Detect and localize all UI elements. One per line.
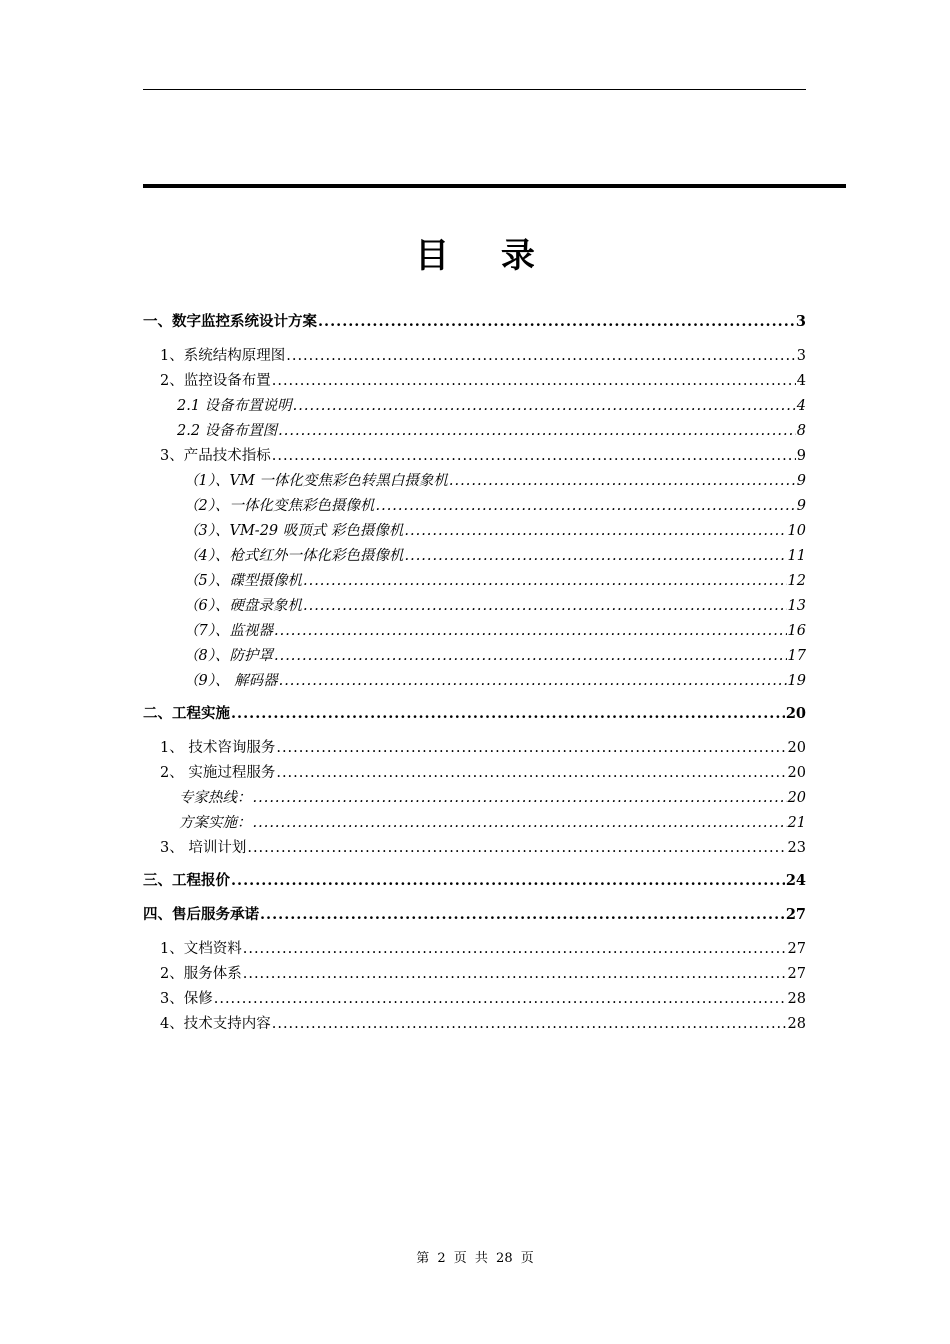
toc-entry-page: 20 [787,740,806,756]
toc-leader [276,765,786,781]
toc-leader [253,815,787,831]
toc-leader [449,473,796,489]
toc-entry-label: 2、服务体系 [160,966,242,982]
toc-entry-section-3[interactable] [143,869,806,895]
toc-entry[interactable] [143,1012,806,1037]
toc-entry-label: （8）、防护罩 [184,648,273,664]
toc-leader [274,623,787,639]
toc-leader [303,573,787,589]
toc-entry[interactable] [143,394,806,419]
toc-entry[interactable] [143,619,806,644]
toc-entry-page: 27 [787,966,806,982]
toc-entry-page: 20 [785,705,806,722]
toc-leader [404,523,786,539]
toc-entry[interactable] [143,444,806,469]
toc-entry-page: 16 [787,623,806,639]
toc-entry[interactable] [143,419,806,444]
toc-leader [253,790,787,806]
toc-entry[interactable] [143,987,806,1012]
page-footer: 第 2 页 共 28 页 [416,1251,534,1266]
toc-entry-label: 3、 培训计划 [160,840,247,856]
toc-leader [318,313,795,330]
toc-title: 目 录 [415,236,555,276]
toc-entry-page: 11 [787,548,806,564]
toc-entry-page: 23 [787,840,806,856]
toc-leader [243,966,787,982]
toc-entry[interactable] [143,544,806,569]
toc-entry-page: 27 [785,906,806,923]
toc-entry[interactable] [143,761,806,786]
toc-leader [286,348,796,364]
toc-entry-label: 2.1 设备布置说明 [177,398,292,414]
toc-entry-page: 13 [787,598,806,614]
table-of-contents [143,310,806,1037]
toc-entry-label: 专家热线： [179,790,252,806]
toc-leader [279,673,787,689]
toc-leader [260,906,785,923]
toc-leader [375,498,795,514]
toc-entry[interactable] [143,811,806,836]
toc-entry-label: 二、工程实施 [143,705,230,722]
toc-entry[interactable] [143,594,806,619]
toc-entry-page: 17 [787,648,806,664]
toc-entry-label: 方案实施： [179,815,252,831]
toc-entry-page: 10 [787,523,806,539]
toc-entry-label: 四、售后服务承诺 [143,906,259,923]
toc-entry-label: 2、监控设备布置 [160,373,271,389]
toc-leader [247,840,786,856]
toc-entry-page: 24 [785,872,806,889]
toc-entry-label: （4）、枪式红外一体化彩色摄像机 [184,548,404,564]
toc-leader [243,941,787,957]
toc-leader [274,648,787,664]
toc-entry[interactable] [143,836,806,861]
toc-entry[interactable] [143,736,806,761]
toc-leader [231,705,785,722]
toc-entry[interactable] [143,344,806,369]
toc-entry-label: 3、保修 [160,991,213,1007]
toc-entry-page: 4 [796,373,806,389]
toc-entry-page: 27 [787,941,806,957]
toc-entry-label: 三、工程报价 [143,872,230,889]
toc-leader [278,423,796,439]
toc-entry-page: 9 [796,473,806,489]
toc-entry-page: 12 [787,573,806,589]
toc-entry[interactable] [143,962,806,987]
toc-entry-page: 28 [787,1016,806,1032]
toc-entry-section-1[interactable] [143,310,806,336]
toc-entry-page: 28 [787,991,806,1007]
header-rule [143,89,806,90]
toc-leader [231,872,785,889]
toc-entry-page: 20 [787,765,806,781]
toc-entry-page: 19 [787,673,806,689]
toc-entry-label: 3、产品技术指标 [160,448,271,464]
toc-leader [272,448,796,464]
toc-entry-section-4[interactable] [143,903,806,929]
toc-entry-page: 9 [796,498,806,514]
toc-leader [404,548,786,564]
toc-entry-label: 一、数字监控系统设计方案 [143,313,317,330]
toc-entry-page: 20 [787,790,806,806]
toc-leader [214,991,787,1007]
toc-entry-label: 2.2 设备布置图 [177,423,278,439]
toc-entry-label: （9）、 解码器 [184,673,278,689]
toc-entry-label: （7）、监视器 [184,623,273,639]
toc-entry-label: （6）、硬盘录象机 [184,598,302,614]
toc-leader [272,373,796,389]
toc-entry-page: 4 [796,398,806,414]
toc-entry[interactable] [143,937,806,962]
toc-entry[interactable] [143,644,806,669]
toc-entry-label: （1）、VM 一体化变焦彩色转黑白摄象机 [184,473,448,489]
toc-entry-label: （5）、碟型摄像机 [184,573,302,589]
toc-leader [272,1016,787,1032]
toc-entry-page: 21 [787,815,806,831]
title-rule [143,184,846,188]
toc-entry[interactable] [143,494,806,519]
toc-leader [303,598,787,614]
toc-leader [293,398,796,414]
toc-entry-label: 1、文档资料 [160,941,242,957]
toc-leader [276,740,786,756]
toc-entry-label: 4、技术支持内容 [160,1016,271,1032]
toc-entry[interactable] [143,786,806,811]
toc-entry[interactable] [143,469,806,494]
toc-entry[interactable] [143,669,806,694]
toc-entry-page: 3 [795,313,806,330]
toc-entry[interactable] [143,569,806,594]
toc-entry-label: 2、 实施过程服务 [160,765,276,781]
toc-entry-label: （2）、一体化变焦彩色摄像机 [184,498,375,514]
toc-entry-page: 9 [796,448,806,464]
toc-entry[interactable] [143,519,806,544]
toc-entry-label: （3）、VM-29 吸顶式 彩色摄像机 [184,523,404,539]
toc-entry-label: 1、 技术咨询服务 [160,740,276,756]
toc-entry-page: 3 [796,348,806,364]
toc-entry-section-2[interactable] [143,702,806,728]
toc-entry-page: 8 [796,423,806,439]
toc-entry-label: 1、系统结构原理图 [160,348,286,364]
toc-entry[interactable] [143,369,806,394]
